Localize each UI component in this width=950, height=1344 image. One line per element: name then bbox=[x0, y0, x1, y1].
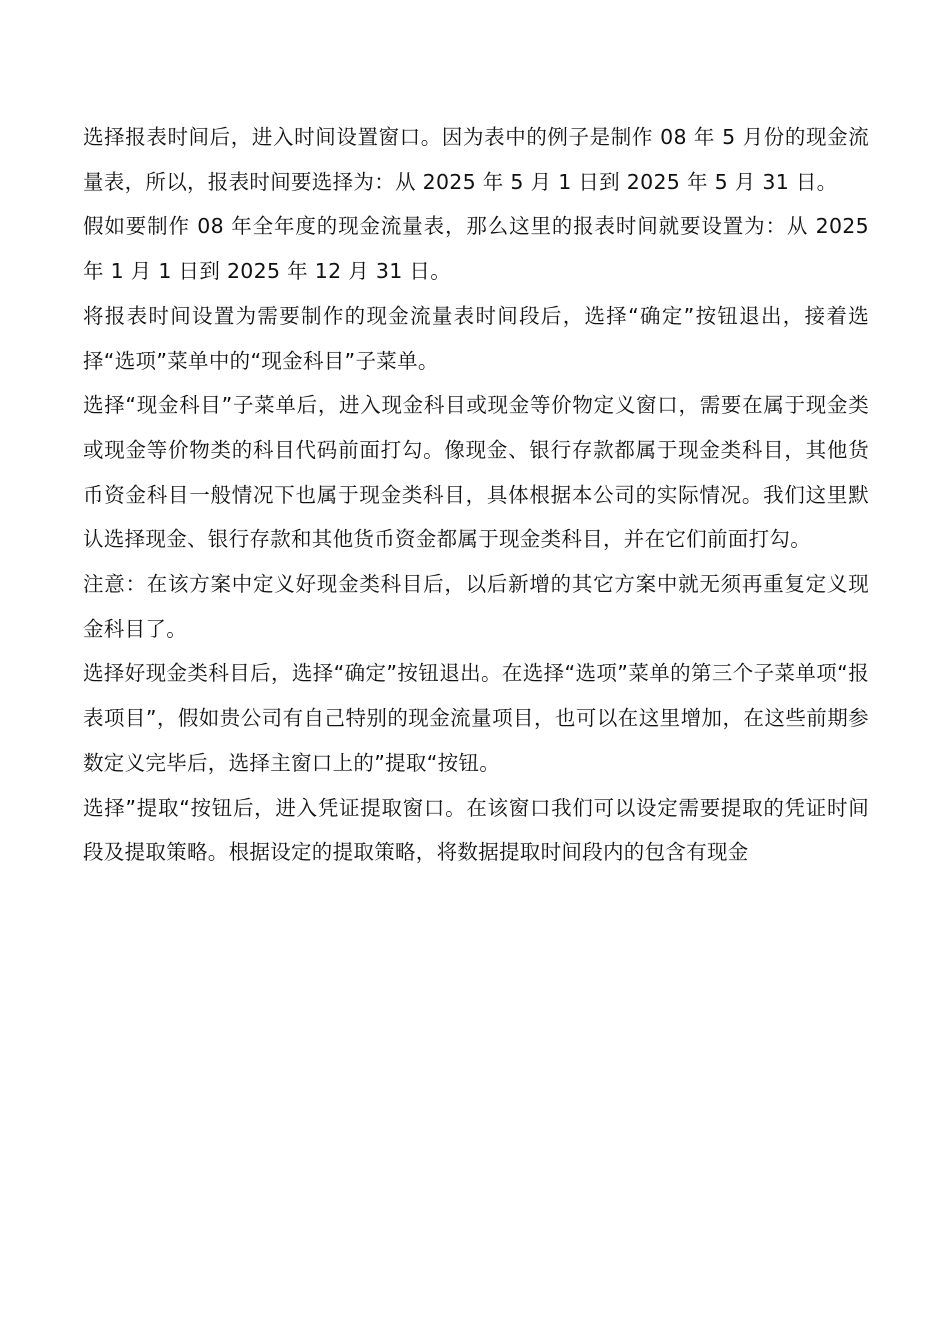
paragraph-report-items: 选择好现金类科目后，选择“确定”按钮退出。在选择“选项”菜单的第三个子菜单项“报表项目”，假如贵公司有自己特别的现金流量项目，也可以在这里增加，在这些前期参数定义完毕后，选择主窗口上的”提取“按钮。 bbox=[83, 661, 869, 775]
paragraph-report-period: 选择报表时间后，进入时间设置窗口。因为表中的例子是制作 08 年 5 月份的现金流量表，所以，报表时间要选择为：从 2025 年 5 月 1 日到 2025 年 5 月 31 日。 bbox=[83, 125, 869, 194]
paragraph-voucher-extraction: 选择”提取“按钮后，进入凭证提取窗口。在该窗口我们可以设定需要提取的凭证时间段及提取策略。根据设定的提取策略，将数据提取时间段内的包含有现金 bbox=[83, 795, 869, 865]
paragraph-cash-subject-definition: 选择“现金科目”子菜单后，进入现金科目或现金等价物定义窗口，需要在属于现金类或现金等价物类的科目代码前面打勾。像现金、银行存款都属于现金类科目，其他货币资金科目一般情况下也属于现金类科目，具体根据本公司的实际情况。我们这里默认选择现金、银行存款和其他货币资金都属于现金类科目，并在它们前面打勾。 bbox=[83, 393, 869, 552]
paragraph-note: 注意：在该方案中定义好现金类科目后，以后新增的其它方案中就无须再重复定义现金科目了。 bbox=[83, 572, 869, 641]
paragraph-confirm-and-cash-subject: 将报表时间设置为需要制作的现金流量表时间段后，选择“确定”按钮退出，接着选择“选项”菜单中的“现金科目”子菜单。 bbox=[83, 303, 869, 373]
document-body bbox=[83, 115, 869, 875]
paragraph-full-year-example: 假如要制作 08 年全年度的现金流量表，那么这里的报表时间就要设置为：从 2025 年 1 月 1 日到 2025 年 12 月 31 日。 bbox=[83, 214, 869, 284]
